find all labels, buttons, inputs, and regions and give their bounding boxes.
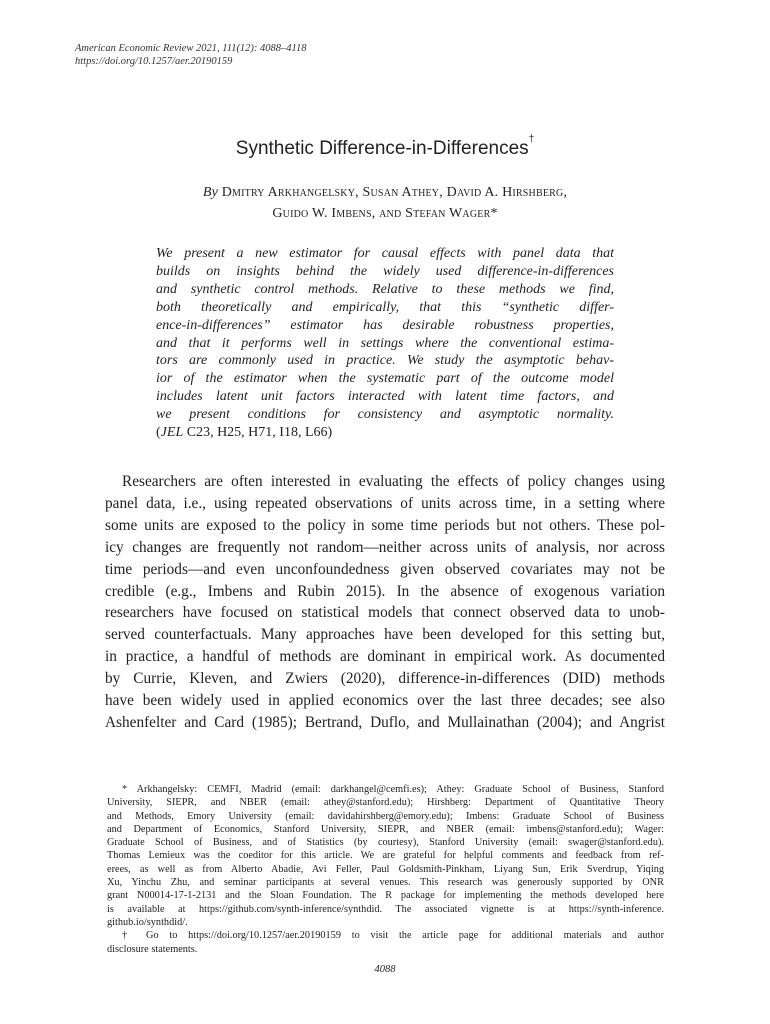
abstract-line: builds on insights behind the widely used difference-in-differences xyxy=(156,263,614,279)
footnote-line: github.io/synthdid/. xyxy=(107,916,188,928)
jel-label: JEL xyxy=(160,425,184,441)
journal-citation: American Economic Review 2021, 111(12): 4088–4118 xyxy=(75,43,307,54)
body-line: have been widely used in applied economics over the last three decades; see also xyxy=(105,692,665,710)
paper-title-text: Synthetic Difference-in-Differences xyxy=(235,138,529,159)
footnotes xyxy=(107,783,664,956)
paper-title xyxy=(0,134,770,160)
body-paragraph xyxy=(105,471,665,734)
abstract-line: and that it performs well in settings where the conventional estima- xyxy=(156,335,614,351)
footnote-line: and Methods, Emory University (email: davidahirshberg@emory.edu); Imbens: Graduate School of Business xyxy=(107,810,664,822)
body-line: panel data, i.e., using repeated observations of units across time, in a setting where xyxy=(105,494,665,512)
author-line-2: Guido W. Imbens, and Stefan Wager* xyxy=(272,206,498,221)
footnote-line: is available at https://github.com/synth-inference/synthdid. The associated vignette is at https://synth-inference. xyxy=(107,903,664,915)
abstract-line: ence-in-differences” estimator has desirable robustness properties, xyxy=(156,317,614,333)
footnote-line: erees, as well as from Alberto Abadie, Avi Feller, Paul Goldsmith-Pinkham, Liyang Sun, Erik Sverdrup, Yiqing xyxy=(107,863,664,875)
body-line: Ashenfelter and Card (1985); Bertrand, Duflo, and Mullainathan (2004); and Angrist xyxy=(105,713,665,731)
footnote-line: grant N00014-17-1-2131 and the Sloan Foundation. The R package for implementing the methods developed here xyxy=(107,890,664,902)
footnote-line: University, SIEPR, and NBER (email: athey@stanford.edu); Hirshberg: Department of Quantitative Theory xyxy=(107,797,664,809)
page-number: 4088 xyxy=(374,964,396,975)
footnote-line: Graduate School of Business, and of Statistics (by courtesy), Stanford University (email: swager@stanford.edu). xyxy=(107,837,664,849)
body-line: researchers have focused on statistical models that connect observed data to unob- xyxy=(105,604,665,622)
abstract-line: We present a new estimator for causal effects with panel data that xyxy=(156,246,614,261)
abstract xyxy=(156,245,614,442)
body-line: some units are exposed to the policy in some time periods but not others. These pol- xyxy=(105,516,665,534)
abstract-line: both theoretically and empirically, that this “synthetic differ- xyxy=(156,299,614,315)
body-line: time periods—and even unconfoundedness given observed covariates may not be xyxy=(105,560,665,578)
footnote-line: † Go to https://doi.org/10.1257/aer.20190159 to visit the article page for additional materials and author xyxy=(122,930,664,942)
jel-codes xyxy=(156,424,614,442)
author-block xyxy=(0,182,770,224)
body-line: by Currie, Kleven, and Zwiers (2020), difference-in-differences (DID) methods xyxy=(105,670,665,688)
body-line: icy changes are frequently not random—neither across units of analysis, nor across xyxy=(105,538,665,556)
abstract-line: and synthetic control methods. Relative to these methods we find, xyxy=(156,281,614,297)
author-names-1: Dmitry Arkhangelsky, Susan Athey, David A. Hirshberg, xyxy=(221,185,568,200)
footnote-line: Xu, Yinchu Zhu, and seminar participants at several venues. This research was generously supported by ONR xyxy=(107,877,664,889)
footnote-line: and Department of Economics, Stanford University, SIEPR, and NBER (email: imbens@stanford.edu); Wager: xyxy=(107,823,664,835)
footnote-line: Thomas Lemieux was the coeditor for this article. We are grateful for helpful comments and feedback from ref- xyxy=(107,850,664,862)
body-line: in practice, a handful of methods are dominant in empirical work. As documented xyxy=(105,648,665,666)
by-label: By xyxy=(202,185,218,200)
body-line: served counterfactuals. Many approaches have been developed for this setting but, xyxy=(105,626,665,644)
footnote-line: disclosure statements. xyxy=(107,943,198,955)
body-line: Researchers are often interested in evaluating the effects of policy changes using xyxy=(122,473,665,490)
jel-open-paren: ( xyxy=(156,425,161,441)
abstract-line: includes latent unit factors interacted with latent time factors, and xyxy=(156,389,614,405)
abstract-line: tors are commonly used in practice. We study the asymptotic behav- xyxy=(156,353,614,369)
journal-header xyxy=(75,42,307,68)
footnote-line: * Arkhangelsky: CEMFI, Madrid (email: darkhangel@cemfi.es); Athey: Graduate School of Business, Stanford xyxy=(122,784,664,795)
author-line-1 xyxy=(0,182,770,203)
doi-link[interactable]: https://doi.org/10.1257/aer.20190159 xyxy=(75,56,233,67)
title-footnote-mark[interactable]: † xyxy=(528,134,535,145)
abstract-line: ior of the estimator when the systematic part of the outcome model xyxy=(156,371,614,387)
abstract-line: we present conditions for consistency and asymptotic normality. xyxy=(156,407,614,423)
jel-code-list: C23, H25, H71, I18, L66) xyxy=(183,425,333,441)
body-line: credible (e.g., Imbens and Rubin 2015). In the absence of exogenous variation xyxy=(105,582,665,600)
